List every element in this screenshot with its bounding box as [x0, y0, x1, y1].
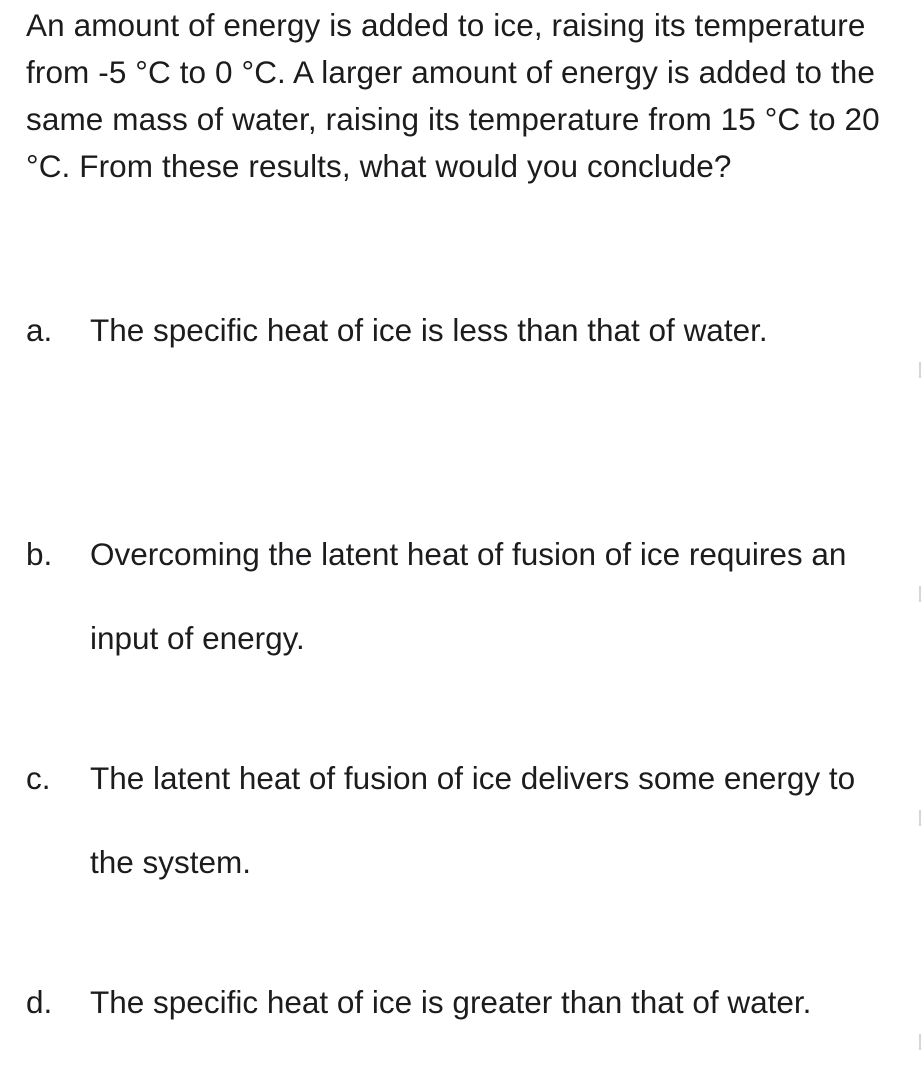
option-text: Overcoming the latent heat of fusion of ice requires an input of energy.	[90, 536, 847, 656]
option-letter: a.	[26, 312, 53, 348]
option-letter: d.	[26, 984, 53, 1020]
option-text: The specific heat of ice is greater than that of water.	[90, 984, 812, 1020]
option-text: The specific heat of ice is less than that of water.	[90, 312, 768, 348]
option-letter: b.	[26, 536, 53, 572]
question-text: An amount of energy is added to ice, raising its temperature from -5 °C to 0 °C. A larger amount of energy is added to the same mass of water, raising its temperature from 15 °C to 20 °C. From these results, what would you conclude?	[26, 7, 880, 184]
option-letter: c.	[26, 760, 51, 796]
option-text: The latent heat of fusion of ice delivers some energy to the system.	[90, 760, 856, 880]
